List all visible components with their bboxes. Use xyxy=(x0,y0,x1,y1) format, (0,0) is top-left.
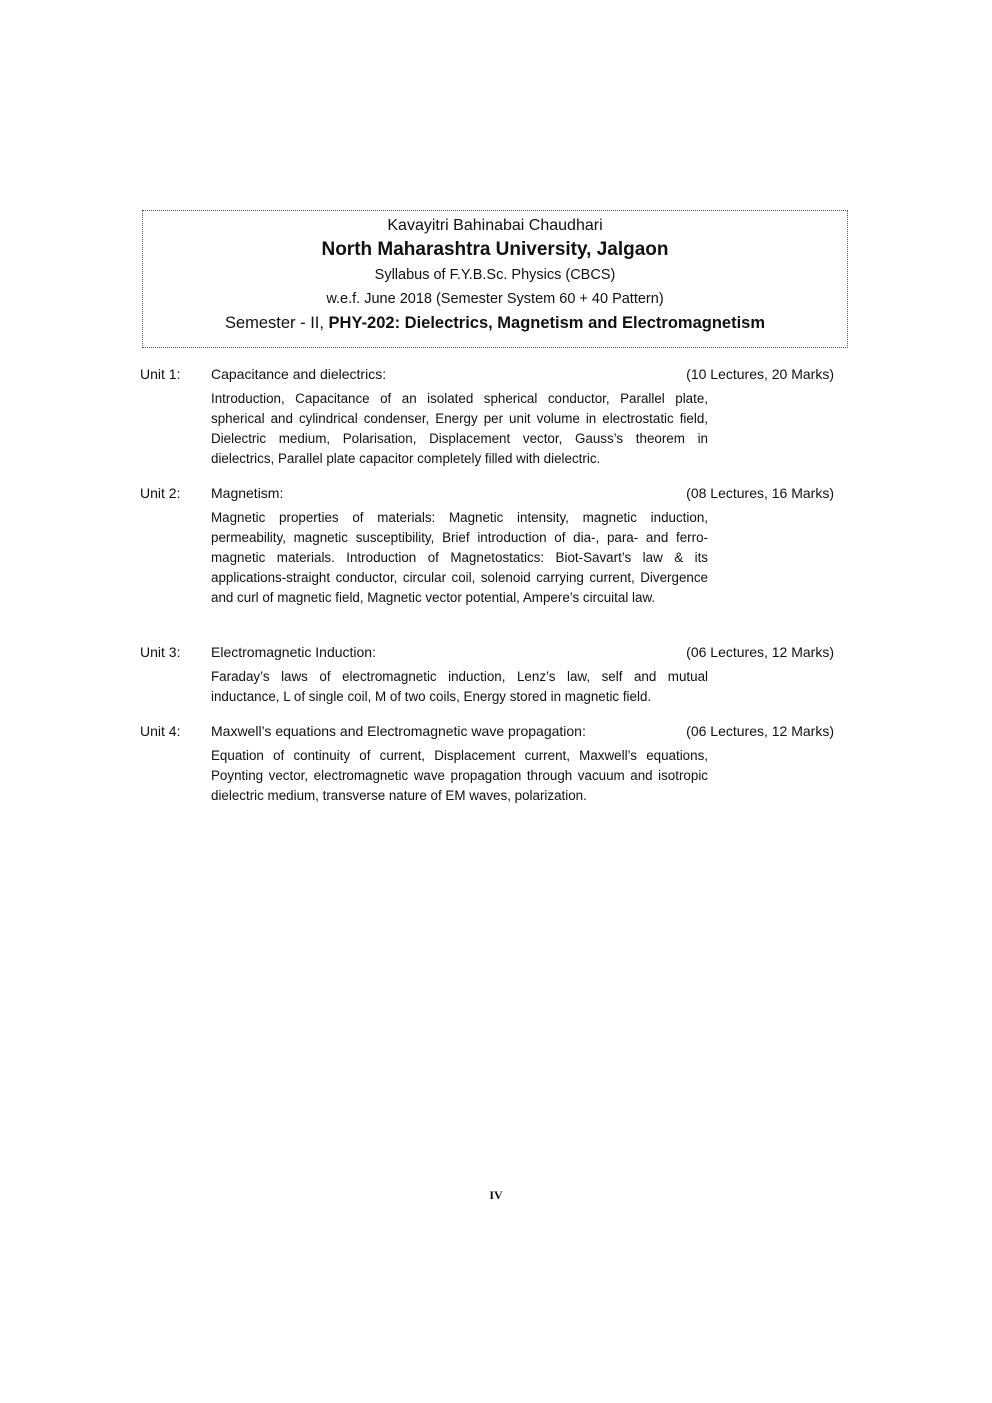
unit-label: Unit 4: xyxy=(140,723,181,739)
unit-label: Unit 2: xyxy=(140,485,181,501)
semester-course-line xyxy=(143,314,847,333)
unit-title: Capacitance and dielectrics: xyxy=(211,366,387,382)
unit-content-2: Magnetic properties of materials: Magnetic intensity, magnetic induction, permeability, magnetic susceptibility, Brief introduction of dia-, para- and ferro-magnetic materials. Introduction of Magnetostatics: Biot-Savart’s law & its applications-straight conductor, circular coil, solenoid carrying current, Divergence and curl of magnetic field, Magnetic vector potential, Ampere’s circuital law. xyxy=(211,510,708,605)
effective-date: w.e.f. June 2018 (Semester System 60 + 40 Pattern) xyxy=(326,291,664,307)
unit-title: Maxwell’s equations and Electromagnetic wave propagation: xyxy=(211,723,586,739)
unit-content-1: Introduction, Capacitance of an isolated spherical conductor, Parallel plate, spherical and cylindrical condenser, Energy per unit volume in electrostatic field, Dielectric medium, Polarisation, Displacement vector, Gauss’s theorem in dielectrics, Parallel plate capacitor completely filled with dielectric. xyxy=(211,391,708,466)
unit-title: Electromagnetic Induction: xyxy=(211,644,376,660)
unit-heading-4 xyxy=(140,723,834,743)
syllabus-header xyxy=(142,210,848,348)
unit-heading-2 xyxy=(140,485,834,505)
syllabus-title: Syllabus of F.Y.B.Sc. Physics (CBCS) xyxy=(374,267,616,283)
unit-marks: (08 Lectures, 16 Marks) xyxy=(686,485,834,501)
semester-label: Semester - II, xyxy=(224,314,329,332)
course-title: PHY-202: Dielectrics, Magnetism and Electromagnetism xyxy=(328,314,766,332)
header-line-1: Kavayitri Bahinabai Chaudhari xyxy=(387,217,603,234)
unit-label: Unit 3: xyxy=(140,644,181,660)
unit-label: Unit 1: xyxy=(140,366,181,382)
page-number: IV xyxy=(489,1188,503,1202)
unit-heading-3 xyxy=(140,644,834,664)
unit-marks: (06 Lectures, 12 Marks) xyxy=(686,723,834,739)
unit-marks: (10 Lectures, 20 Marks) xyxy=(686,366,834,382)
unit-marks: (06 Lectures, 12 Marks) xyxy=(686,644,834,660)
unit-heading-1 xyxy=(140,366,834,386)
unit-content-4: Equation of continuity of current, Displacement current, Maxwell’s equations, Poynting vector, electromagnetic wave propagation through vacuum and isotropic dielectric medium, transverse nature of EM waves, polarization. xyxy=(211,748,708,803)
unit-title: Magnetism: xyxy=(211,485,284,501)
unit-content-3: Faraday’s laws of electromagnetic induction, Lenz’s law, self and mutual inductance, L of single coil, M of two coils, Energy stored in magnetic field. xyxy=(211,669,708,704)
university-name: North Maharashtra University, Jalgaon xyxy=(321,239,669,260)
